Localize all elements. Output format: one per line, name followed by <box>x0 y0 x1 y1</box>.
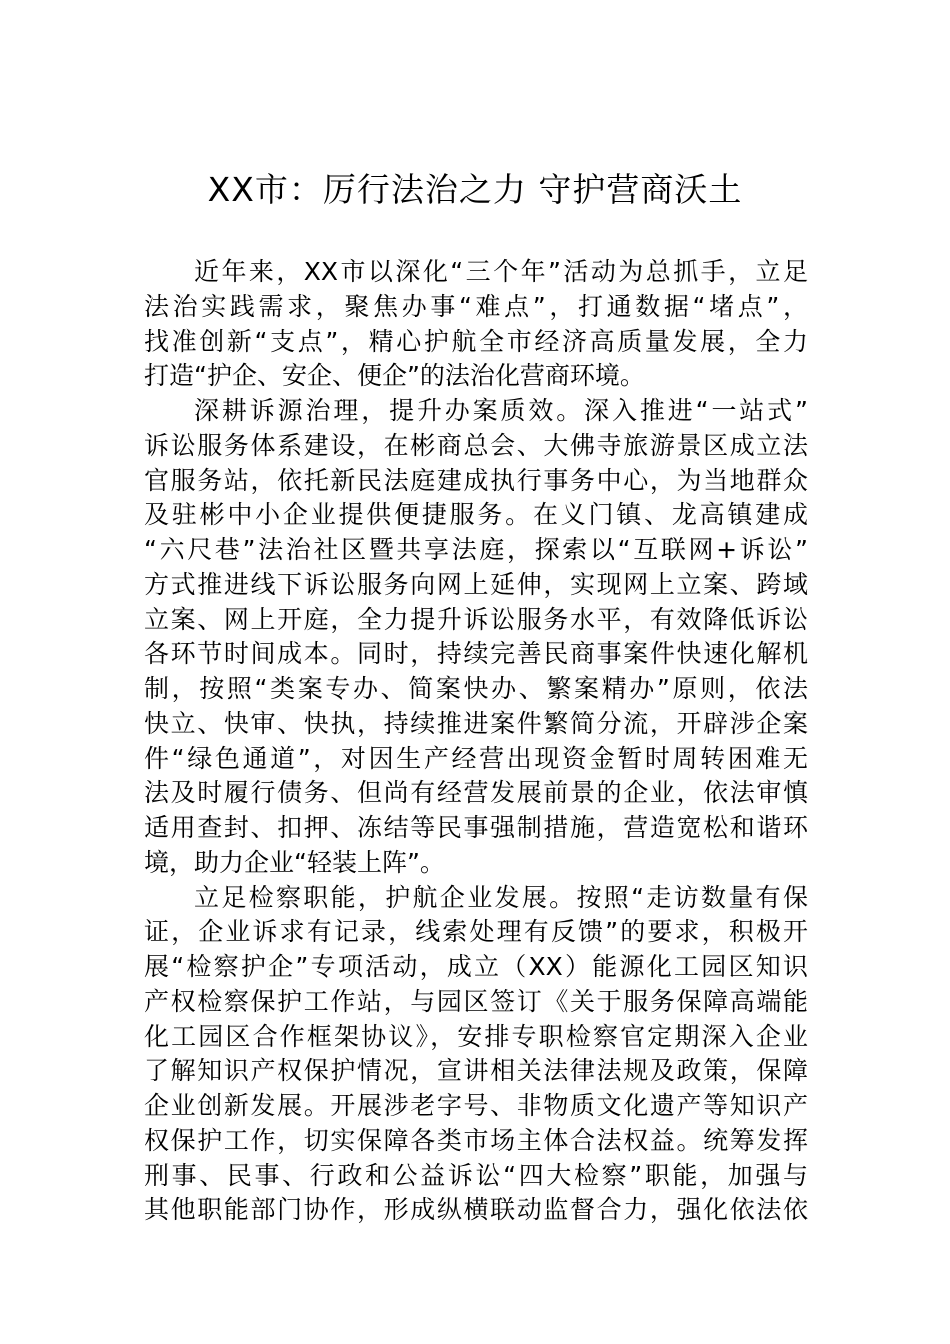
text-line: 立案、网上开庭，全力提升诉讼服务水平，有效降低诉讼 <box>144 604 808 634</box>
text-line: 打造“护企、安企、便企”的法治化营商环境。 <box>144 361 645 391</box>
paragraph-1 <box>144 255 808 394</box>
text-line: “六尺巷”法治社区暨共享法庭，探索以“互联网+诉讼” <box>144 535 808 564</box>
text-line: 制，按照“类案专办、简案快办、繁案精办”原则，依法 <box>144 674 808 703</box>
text-line: 刑事、民事、行政和公益诉讼“四大检察”职能，加强与 <box>144 1160 808 1190</box>
text-line: 权保护工作，切实保障各类市场主体合法权益。统筹发挥 <box>144 1125 808 1155</box>
text-line: 快立、快审、快执，持续推进案件繁简分流，开辟涉企案 <box>144 708 808 738</box>
text-line: 各环节时间成本。同时，持续完善民商事案件快速化解机 <box>144 639 808 669</box>
text-line: 方式推进线下诉讼服务向网上延伸，实现网上立案、跨域 <box>144 569 808 599</box>
text-line: 产权检察保护工作站，与园区签订《关于服务保障高端能 <box>144 986 808 1016</box>
text-line: 了解知识产权保护情况，宣讲相关法律法规及政策，保障 <box>144 1056 808 1086</box>
text-line: 官服务站，依托新民法庭建成执行事务中心，为当地群众 <box>144 465 808 495</box>
text-line: 证，企业诉求有记录，线索处理有反馈”的要求，积极开 <box>144 917 808 947</box>
text-line: 展“检察护企”专项活动，成立（XX）能源化工园区知识 <box>144 952 808 981</box>
paragraph-2 <box>144 394 808 881</box>
text-line: 近年来，XX市以深化“三个年”活动为总抓手，立足 <box>194 257 808 286</box>
text-line: 法及时履行债务、但尚有经营发展前景的企业，依法审慎 <box>144 778 808 808</box>
paragraph-3 <box>144 881 808 1229</box>
text-line: 立足检察职能，护航企业发展。按照“走访数量有保 <box>194 882 808 912</box>
text-line: 找准创新“支点”，精心护航全市经济高质量发展，全力 <box>144 326 808 356</box>
text-line: 境，助力企业“轻装上阵”。 <box>144 847 445 877</box>
text-line: 适用查封、扣押、冻结等民事强制措施，营造宽松和谐环 <box>144 813 808 842</box>
text-line: 化工园区合作框架协议》，安排专职检察官定期深入企业 <box>144 1021 808 1051</box>
text-line: 法治实践需求，聚焦办事“难点”，打通数据“堵点”， <box>144 291 808 321</box>
document-body <box>144 255 808 1228</box>
text-line: 及驻彬中小企业提供便捷服务。在义门镇、龙高镇建成 <box>144 500 808 530</box>
text-line: 件“绿色通道”，对因生产经营出现资金暂时周转困难无 <box>144 743 808 773</box>
document-title: XX市：厉行法治之力 守护营商沃土 <box>207 170 743 209</box>
text-line: 诉讼服务体系建设，在彬商总会、大佛寺旅游景区成立法 <box>144 430 808 460</box>
text-line: 深耕诉源治理，提升办案质效。深入推进“一站式” <box>194 396 808 425</box>
text-line: 其他职能部门协作，形成纵横联动监督合力，强化依法依 <box>144 1195 808 1225</box>
text-line: 企业创新发展。开展涉老字号、非物质文化遗产等知识产 <box>144 1091 808 1120</box>
